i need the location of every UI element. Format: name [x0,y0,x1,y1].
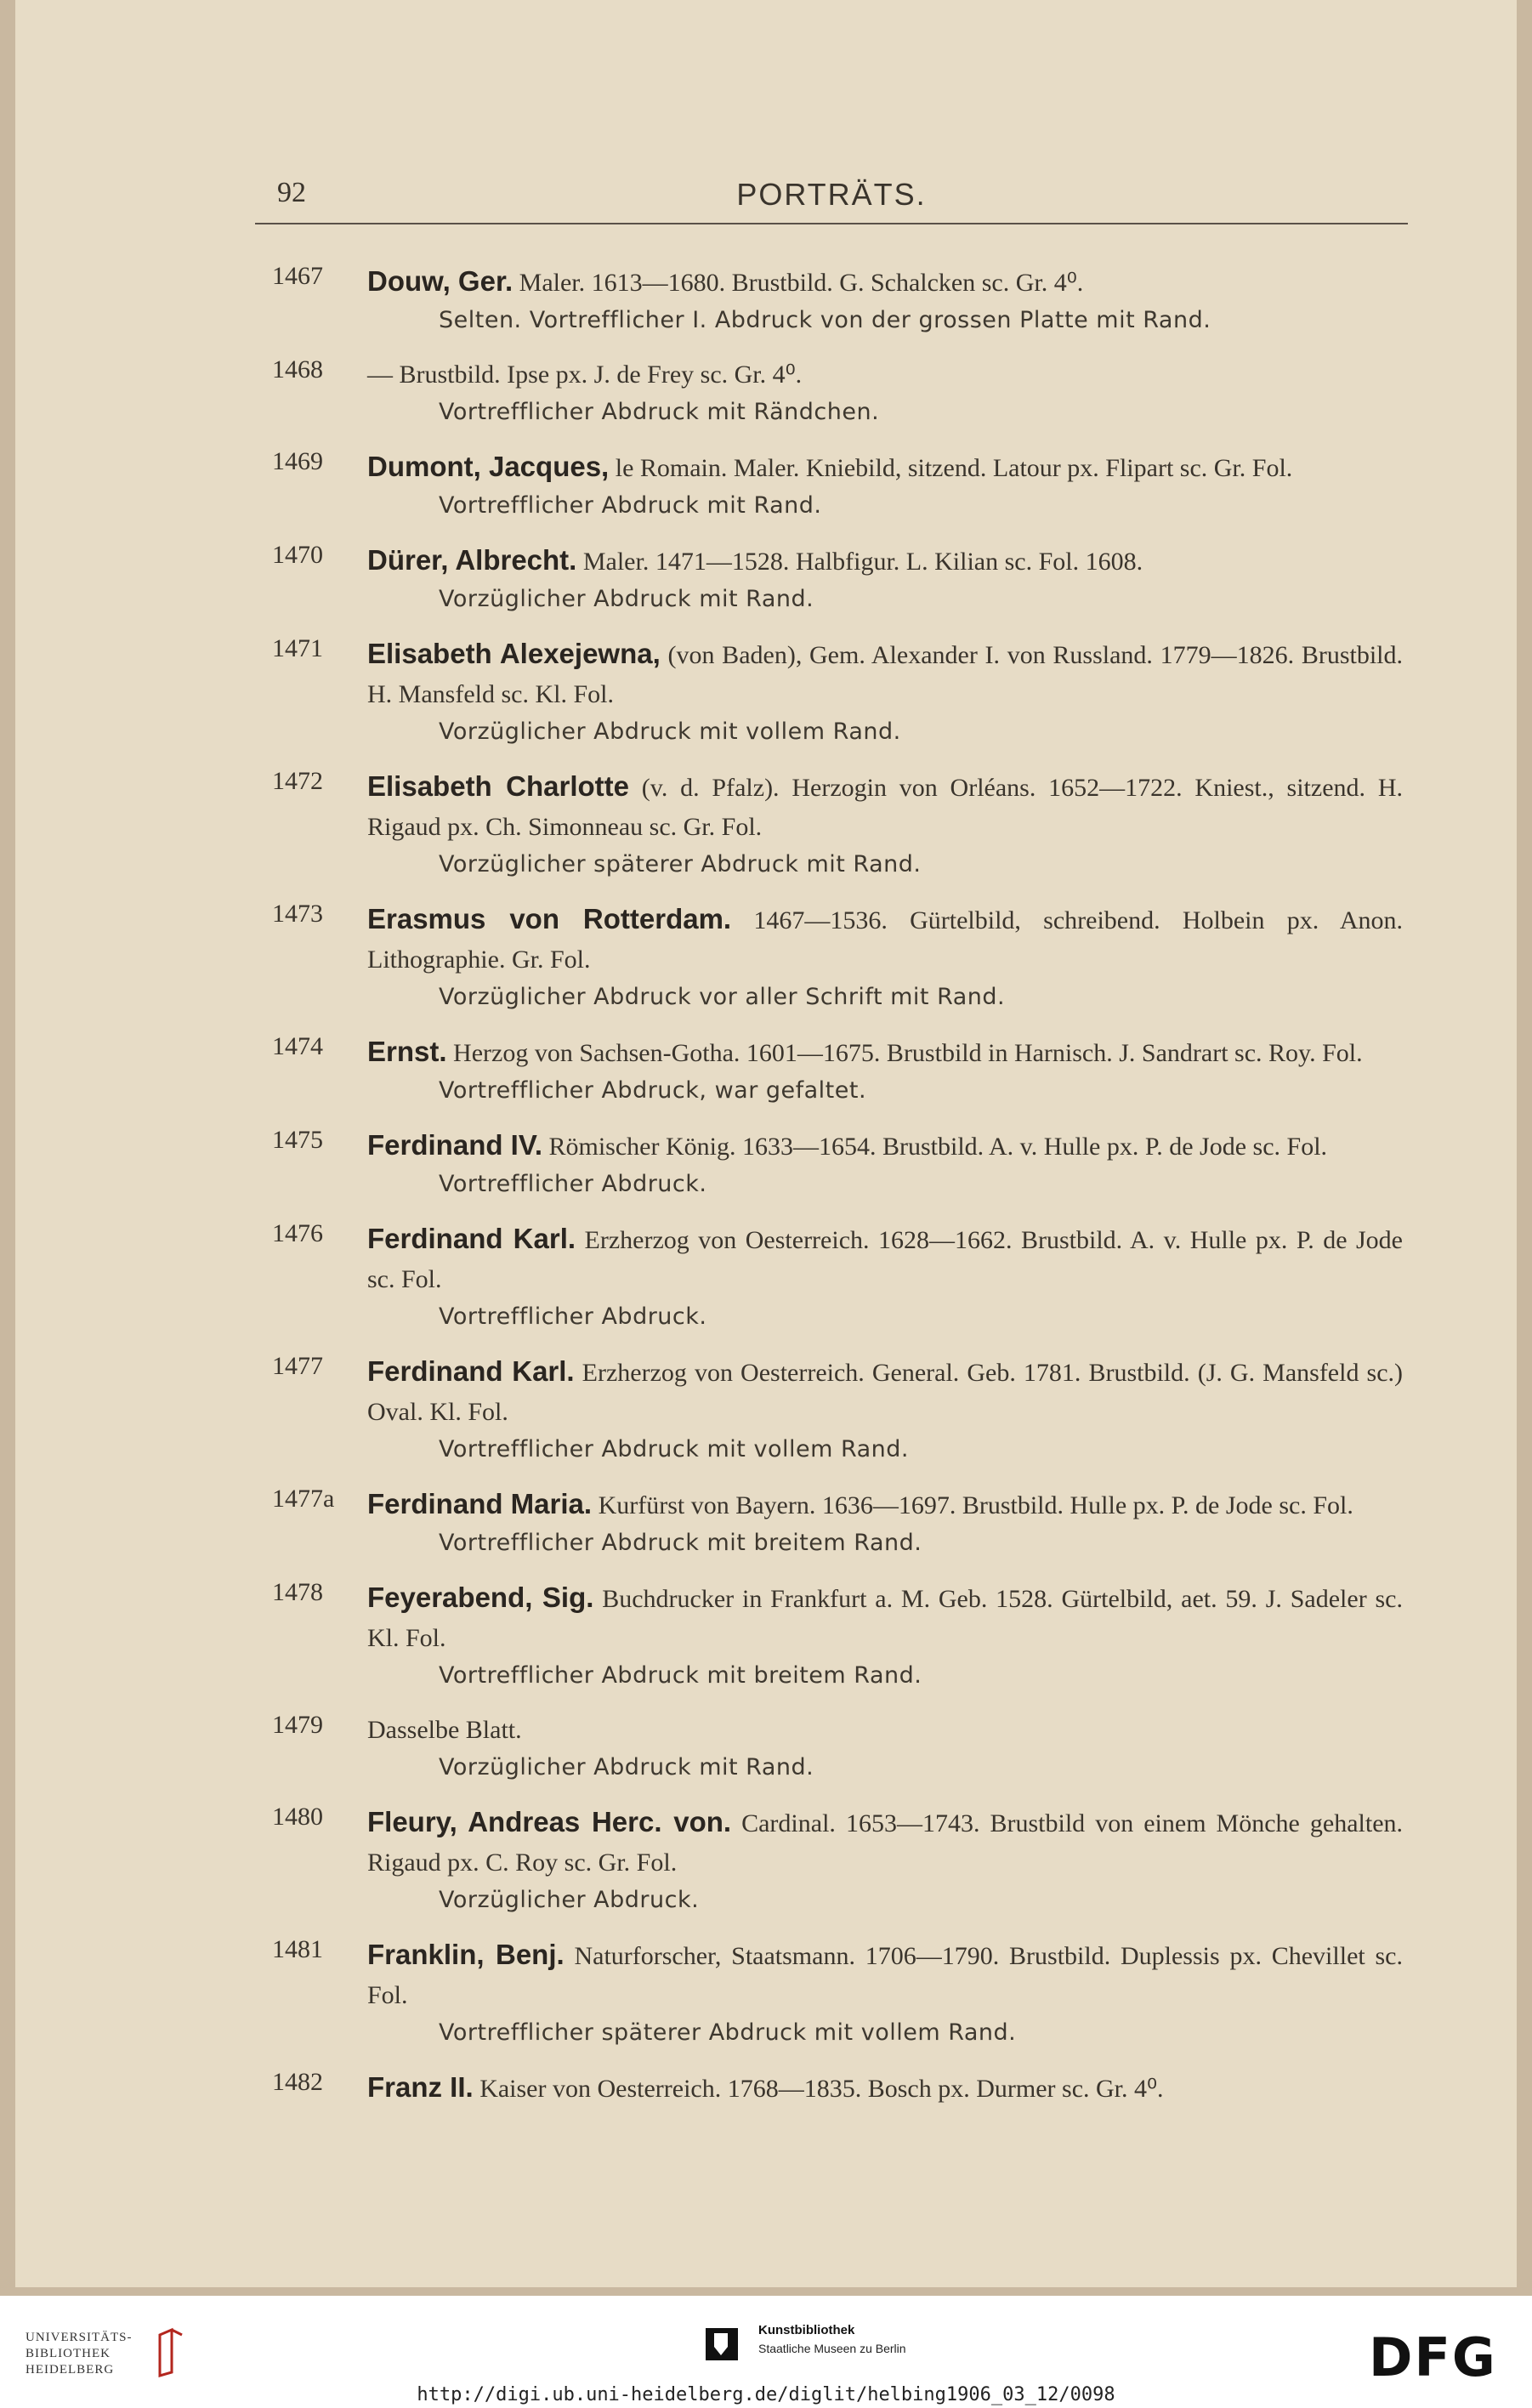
entry-description: le Romain. Maler. Kniebild, sitzend. Latour px. Flipart sc. Gr. Fol. [609,454,1293,482]
entry-name: Elisabeth Alexejewna, [367,638,661,669]
entry-number: 1478 [272,1578,323,1606]
entry-name: Douw, Ger. [367,265,514,297]
entry-name: Franz II. [367,2071,474,2103]
page-number: 92 [277,177,306,208]
entry-condition-note: Vorzüglicher Abdruck mit vollem Rand. [439,718,901,745]
entry-number: 1481 [272,1935,323,1963]
entry-name: Ferdinand IV. [367,1129,542,1161]
entry-condition-note: Vortrefflicher Abdruck mit vollem Rand. [439,1436,910,1462]
source-url[interactable]: http://digi.ub.uni-heidelberg.de/diglit/helbing1906_03_12/0098 [417,2384,1115,2405]
entry-text [367,767,1403,847]
entry-number: 1468 [272,355,323,383]
page-header [255,177,1408,219]
catalog-entry [272,1803,1403,1918]
entry-name: Erasmus von Rotterdam. [367,903,732,934]
catalog-entry [272,1711,1403,1786]
catalog-entry [272,262,1403,338]
entry-number: 1474 [272,1032,323,1060]
entry-condition-note: Vortrefflicher Abdruck mit Rändchen. [439,399,880,425]
entry-condition-note: Vorzüglicher Abdruck mit Rand. [439,1754,814,1780]
entry-text [367,1578,1403,1658]
entry-condition-note: Vorzüglicher Abdruck. [439,1887,700,1913]
entry-name: Fleury, Andreas Herc. von. [367,1806,732,1837]
entry-name: Ferdinand Maria. [367,1488,593,1519]
entry-text [367,541,1403,582]
entry-condition-note: Vortrefflicher Abdruck. [439,1171,707,1197]
entry-number: 1477 [272,1352,323,1380]
catalog-entry [272,541,1403,617]
entry-text [367,1803,1403,1883]
entry-text [367,447,1403,488]
entry-number: 1467 [272,262,323,290]
entry-text [367,634,1403,714]
entry-number: 1470 [272,541,323,569]
entry-text [367,900,1403,980]
entry-description: Maler. 1471—1528. Halbfigur. L. Kilian sc. Fol. 1608. [576,548,1143,576]
ub-mark-icon [153,2326,187,2377]
entry-description: Naturforscher, Staatsmann. 1706—1790. Brustbild. Duplessis px. Chevillet sc. Fol. [367,1942,1403,2009]
entry-number: 1477a [272,1485,335,1513]
header-rule [255,223,1408,224]
entry-description: Kaiser von Oesterreich. 1768—1835. Bosch px. Durmer sc. Gr. 4⁰. [473,2075,1164,2103]
entry-condition-note: Vortrefflicher späterer Abdruck mit vollem Rand. [439,2019,1017,2046]
kb-subtitle: Staatliche Museen zu Berlin [758,2342,906,2355]
catalog-entry [272,900,1403,1015]
catalog-entry [272,767,1403,883]
entry-number: 1472 [272,767,323,795]
catalog-entry [272,2068,1403,2109]
entry-name: Dumont, Jacques, [367,451,610,482]
entry-name: Ferdinand Karl. [367,1223,576,1254]
entry-condition-note: Vorzüglicher Abdruck mit Rand. [439,586,814,612]
entry-number: 1476 [272,1219,323,1247]
entry-text [367,1711,1403,1750]
entry-number: 1475 [272,1126,323,1154]
entry-number: 1473 [272,900,323,928]
entry-text [367,1219,1403,1299]
entry-text [367,1126,1403,1167]
entry-condition-note: Vortrefflicher Abdruck mit breitem Rand. [439,1662,922,1689]
entry-name: Ernst. [367,1036,447,1067]
catalog-entry [272,447,1403,524]
kunstbibliothek-icon [702,2325,741,2364]
catalog-entry [272,1485,1403,1561]
catalog-entry [272,1935,1403,2051]
running-title: PORTRÄTS. [736,177,927,212]
entry-description: Maler. 1613—1680. Brustbild. G. Schalcken sc. Gr. 4⁰. [513,269,1084,297]
entry-text [367,1485,1403,1525]
entry-description: — Brustbild. Ipse px. J. de Frey sc. Gr. 4⁰. [367,361,803,389]
entry-text [367,262,1403,303]
entry-condition-note: Vortrefflicher Abdruck. [439,1303,707,1330]
entry-description: Kurfürst von Bayern. 1636—1697. Brustbild. Hulle px. P. de Jode sc. Fol. [592,1491,1353,1519]
catalog-entry [272,1219,1403,1335]
entry-text [367,355,1403,395]
entry-name: Franklin, Benj. [367,1939,565,1970]
entry-description: Buchdrucker in Frankfurt a. M. Geb. 1528. Gürtelbild, aet. 59. J. Sadeler sc. Kl. Fol. [367,1585,1403,1652]
kunstbibliothek-logo[interactable] [702,2320,940,2371]
catalog-entry [272,1126,1403,1202]
entry-text [367,1935,1403,2015]
entry-description: (von Baden), Gem. Alexander I. von Russland. 1779—1826. Brustbild. H. Mansfeld sc. Kl. Fol. [367,641,1403,708]
entry-text [367,2068,1403,2109]
entry-condition-note: Vortrefflicher Abdruck mit Rand. [439,492,822,519]
kb-title: Kunstbibliothek [758,2323,855,2337]
entry-number: 1469 [272,447,323,475]
entry-number: 1482 [272,2068,323,2096]
entry-description: Herzog von Sachsen-Gotha. 1601—1675. Brustbild in Harnisch. J. Sandrart sc. Roy. Fol. [446,1039,1363,1067]
entry-name: Elisabeth Charlotte [367,770,630,802]
ub-heidelberg-logo[interactable] [26,2325,187,2384]
entry-condition-note: Vorzüglicher Abdruck vor aller Schrift mit Rand. [439,984,1006,1010]
entry-name: Dürer, Albrecht. [367,544,577,576]
ub-logo-text: UNIVERSITÄTS- BIBLIOTHEK HEIDELBERG [26,2331,133,2377]
entry-description: Erzherzog von Oesterreich. General. Geb. 1781. Brustbild. (J. G. Mansfeld sc.) Oval. Kl. Fol. [367,1359,1403,1426]
catalog-entry [272,355,1403,430]
entry-description: 1467—1536. Gürtelbild, schreibend. Holbein px. Anon. Lithographie. Gr. Fol. [367,906,1404,974]
dfg-logo[interactable]: DFG [1369,2326,1497,2388]
entry-number: 1479 [272,1711,323,1739]
catalog-entry [272,634,1403,750]
entry-description: Cardinal. 1653—1743. Brustbild von einem Mönche gehalten. Rigaud px. C. Roy sc. Gr. Fol. [367,1809,1404,1877]
entry-condition-note: Vortrefflicher Abdruck mit breitem Rand. [439,1530,922,1556]
entry-number: 1471 [272,634,323,662]
entry-text [367,1032,1403,1073]
catalog-entry [272,1032,1403,1109]
entry-name: Feyerabend, Sig. [367,1582,594,1613]
catalog-entry [272,1352,1403,1468]
entry-description: (v. d. Pfalz). Herzogin von Orléans. 1652—1722. Kniest., sitzend. H. Rigaud px. Ch. Simonneau sc. Gr. Fol. [367,774,1403,841]
entry-condition-note: Vorzüglicher späterer Abdruck mit Rand. [439,851,922,877]
entry-description: Römischer König. 1633—1654. Brustbild. A. v. Hulle px. P. de Jode sc. Fol. [542,1133,1328,1161]
entry-condition-note: Selten. Vortrefflicher I. Abdruck von der grossen Platte mit Rand. [439,307,1211,333]
catalog-entry [272,1578,1403,1694]
entry-condition-note: Vortrefflicher Abdruck, war gefaltet. [439,1077,867,1104]
catalog-entries [272,262,1403,2126]
entry-description: Erzherzog von Oesterreich. 1628—1662. Brustbild. A. v. Hulle px. P. de Jode sc. Fol. [367,1226,1403,1293]
entry-text [367,1352,1403,1432]
footer-bar [0,2296,1532,2408]
entry-name: Ferdinand Karl. [367,1355,575,1387]
entry-number: 1480 [272,1803,323,1831]
entry-description: Dasselbe Blatt. [367,1716,522,1744]
